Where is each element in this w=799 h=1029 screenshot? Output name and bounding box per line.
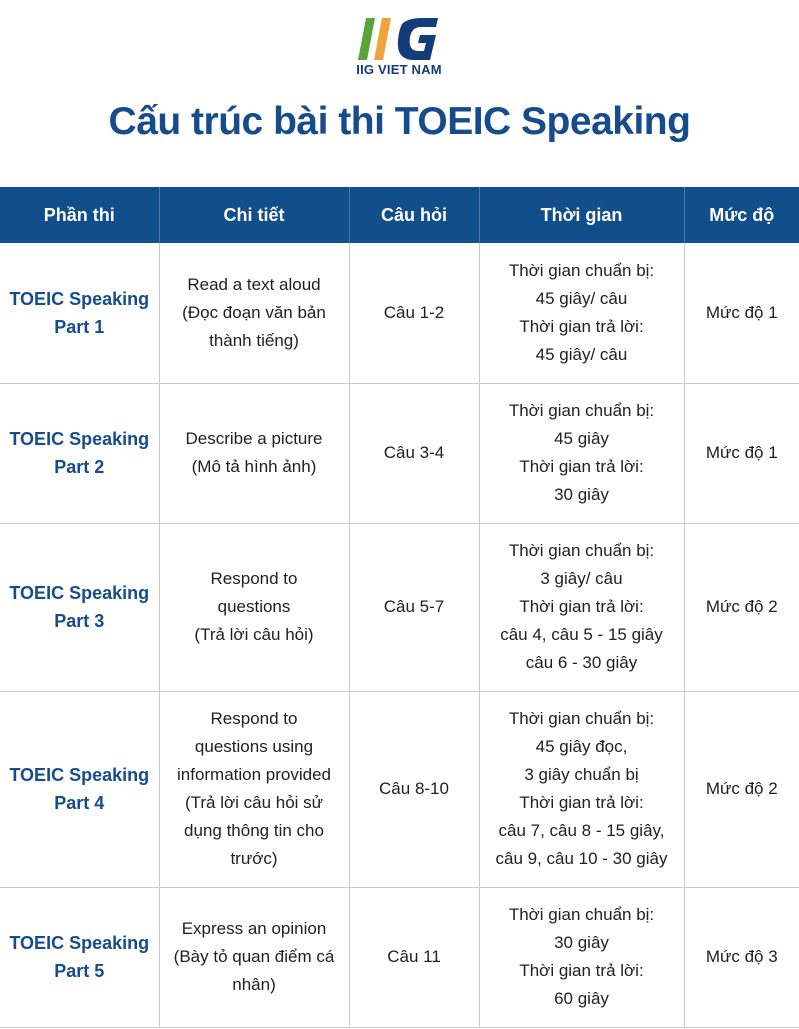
time-line: Thời gian trả lời:: [519, 793, 644, 812]
detail-line: Respond to: [210, 709, 298, 728]
detail-cell: [159, 887, 349, 1027]
time-line: 45 giây: [554, 429, 609, 448]
time-line: 30 giây: [554, 933, 609, 952]
page-title: Cấu trúc bài thi TOEIC Speaking: [108, 100, 691, 143]
header-detail: Chi tiết: [159, 187, 349, 243]
header-part: Phần thi: [0, 187, 159, 243]
time-line: Thời gian chuẩn bị:: [508, 905, 655, 924]
detail-line: (Trả lời câu hỏi): [194, 625, 314, 644]
part-cell: [0, 243, 159, 383]
table-row: [0, 523, 799, 691]
part-number: Part 4: [54, 793, 105, 813]
time-cell: [479, 523, 684, 691]
time-cell: [479, 243, 684, 383]
detail-cell: [159, 243, 349, 383]
part-name: TOEIC Speaking: [9, 765, 150, 785]
question-cell: Câu 11: [349, 887, 479, 1027]
header-question: Câu hỏi: [349, 187, 479, 243]
time-line: câu 4, câu 5 - 15 giây: [500, 625, 663, 644]
table-row: [0, 691, 799, 887]
level-cell: Mức độ 2: [684, 691, 799, 887]
time-line: 3 giây chuẩn bị: [524, 765, 639, 784]
time-line: câu 7, câu 8 - 15 giây,: [498, 821, 665, 840]
part-cell: [0, 691, 159, 887]
time-line: 60 giây: [554, 989, 609, 1008]
level-cell: Mức độ 2: [684, 523, 799, 691]
detail-line: (Trả lời câu hỏi sử: [184, 793, 324, 812]
time-line: 45 giây/ câu: [535, 288, 628, 308]
detail-line: Read a text aloud: [187, 274, 321, 294]
detail-line: information provided: [176, 765, 332, 784]
level-cell: Mức độ 1: [684, 383, 799, 523]
header-time: Thời gian: [479, 187, 684, 243]
time-line: Thời gian trả lời:: [519, 597, 644, 616]
detail-line: trước): [230, 849, 278, 868]
part-name: TOEIC Speaking: [9, 429, 150, 449]
question-cell: Câu 5-7: [349, 523, 479, 691]
part-cell: [0, 523, 159, 691]
exam-structure-table: [0, 187, 799, 1028]
detail-line: dụng thông tin cho: [184, 821, 324, 840]
time-line: Thời gian chuẩn bị:: [508, 401, 655, 420]
part-cell: [0, 383, 159, 523]
part-cell: [0, 887, 159, 1027]
time-cell: [479, 691, 684, 887]
time-line: 45 giây đọc,: [535, 737, 628, 756]
detail-line: nhân): [232, 975, 276, 994]
part-number: Part 1: [54, 316, 105, 337]
table-row: [0, 243, 799, 383]
time-cell: [479, 383, 684, 523]
detail-line: questions: [217, 597, 291, 616]
detail-line: (Đọc đoạn văn bản: [182, 302, 326, 322]
part-number: Part 5: [54, 961, 105, 981]
question-cell: Câu 8-10: [349, 691, 479, 887]
detail-line: Express an opinion: [181, 919, 327, 938]
time-line: câu 9, câu 10 - 30 giây: [495, 849, 668, 868]
part-number: Part 2: [54, 457, 105, 477]
table-row: [0, 383, 799, 523]
time-line: 3 giây/ câu: [540, 569, 623, 588]
logo-text: IIG VIET NAM: [356, 62, 442, 77]
time-line: Thời gian trả lời:: [519, 961, 644, 980]
time-line: câu 6 - 30 giây: [525, 653, 638, 672]
time-line: Thời gian trả lời:: [519, 316, 644, 336]
table-row: [0, 887, 799, 1027]
header-level: Mức độ: [684, 187, 799, 243]
detail-line: (Bày tỏ quan điểm cá: [173, 947, 335, 966]
detail-line: thành tiếng): [209, 330, 299, 350]
time-line: Thời gian trả lời:: [519, 457, 644, 476]
question-cell: Câu 1-2: [349, 243, 479, 383]
part-number: Part 3: [54, 611, 105, 631]
iig-logo-mark: [358, 18, 440, 62]
part-name: TOEIC Speaking: [9, 583, 150, 603]
detail-line: Describe a picture: [185, 429, 323, 448]
detail-cell: [159, 691, 349, 887]
detail-line: Respond to: [210, 569, 298, 588]
detail-cell: [159, 523, 349, 691]
table-header-row: [0, 187, 799, 243]
time-line: 30 giây: [554, 485, 609, 504]
detail-line: questions using: [194, 737, 314, 756]
part-name: TOEIC Speaking: [9, 288, 150, 309]
level-cell: Mức độ 1: [684, 243, 799, 383]
time-line: Thời gian chuẩn bị:: [508, 260, 655, 280]
detail-cell: [159, 383, 349, 523]
level-cell: Mức độ 3: [684, 887, 799, 1027]
iig-logo: [318, 18, 480, 80]
time-line: 45 giây/ câu: [535, 344, 628, 364]
time-cell: [479, 887, 684, 1027]
part-name: TOEIC Speaking: [9, 933, 150, 953]
detail-line: (Mô tả hình ảnh): [191, 457, 317, 476]
question-cell: Câu 3-4: [349, 383, 479, 523]
time-line: Thời gian chuẩn bị:: [508, 709, 655, 728]
time-line: Thời gian chuẩn bị:: [508, 541, 655, 560]
